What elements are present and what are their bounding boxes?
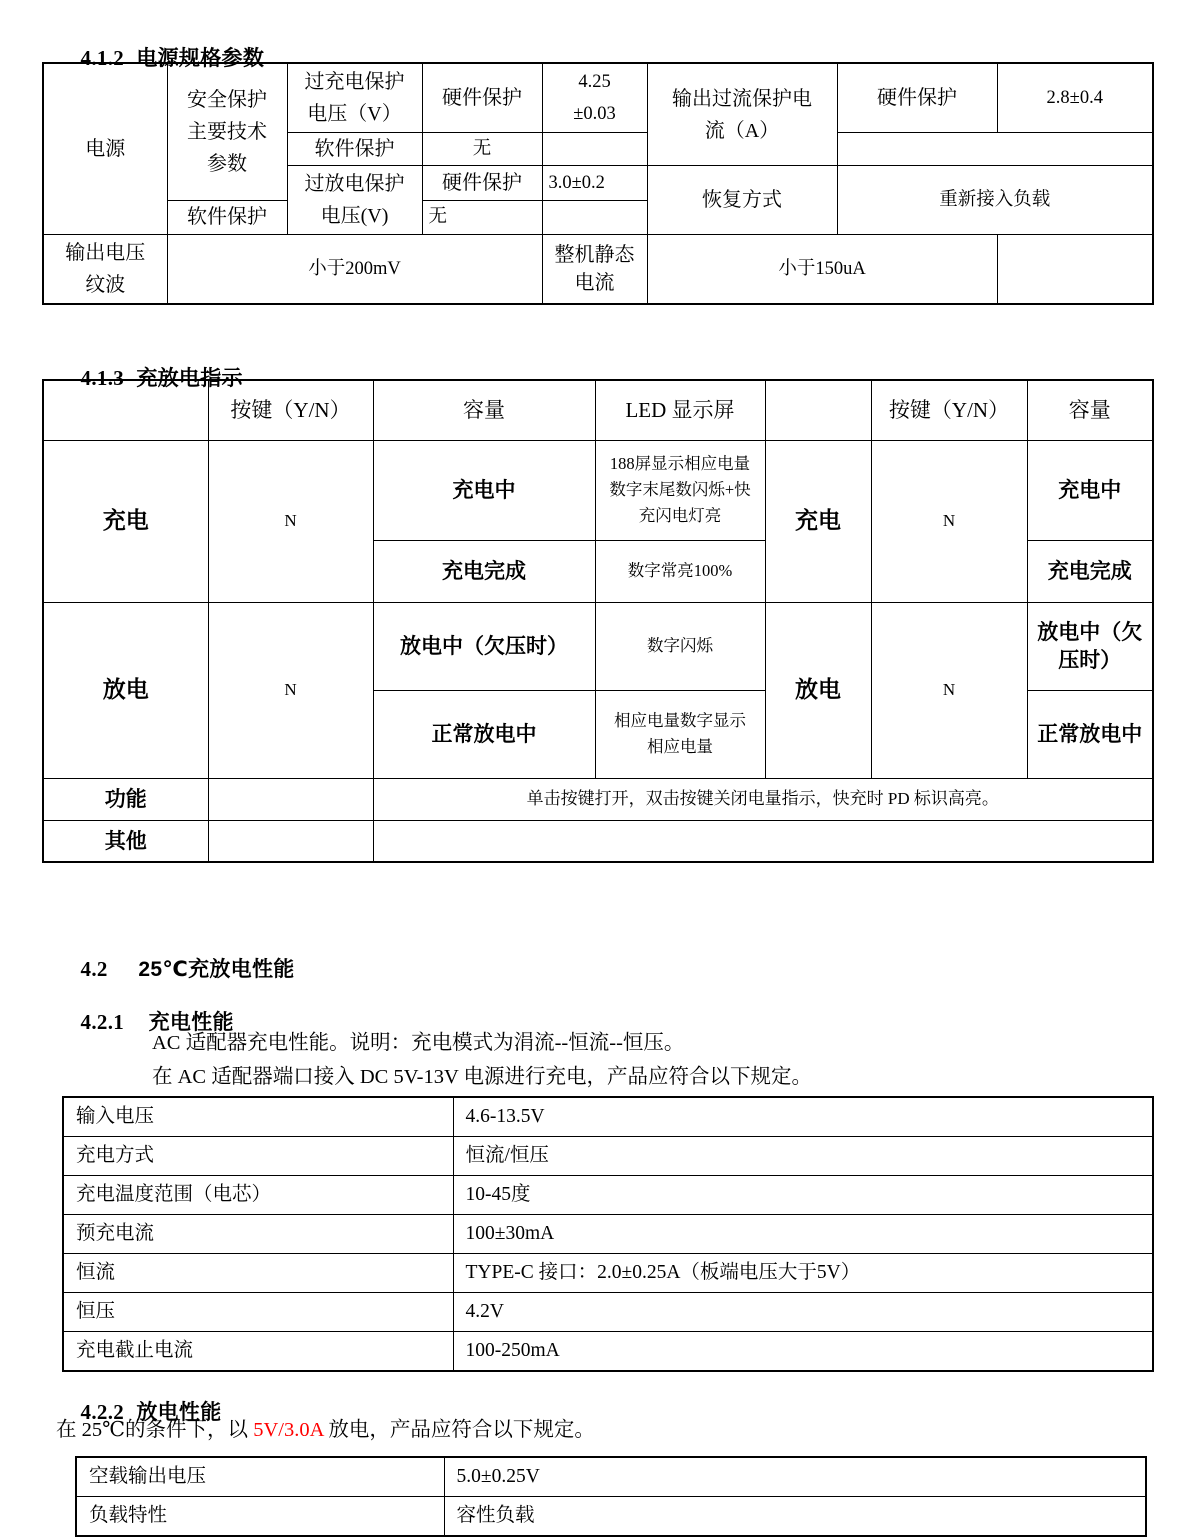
discharging-row-value: 容性负载 bbox=[444, 1497, 1146, 1537]
charging-row-label: 恒压 bbox=[63, 1293, 453, 1332]
overdischarge-hw-value: 3.0±0.2 bbox=[542, 166, 647, 201]
charging-row-label: 充电温度范围（电芯） bbox=[63, 1176, 453, 1215]
discharge-capacity-1: 放电中（欠压时） bbox=[373, 602, 595, 690]
table-row bbox=[43, 820, 1153, 862]
ocp-current-line-2: 流（A） bbox=[704, 119, 780, 142]
table-row bbox=[43, 440, 1153, 540]
recovery-label: 恢复方式 bbox=[647, 166, 837, 235]
charging-row-value: 100-250mA bbox=[453, 1332, 1153, 1372]
discharge-led-1: 数字闪烁 bbox=[595, 602, 765, 690]
header-blank-left bbox=[43, 380, 208, 440]
table-row bbox=[63, 1137, 1153, 1176]
power-spec-table bbox=[42, 62, 1154, 305]
heading-4-2-2-title: 放电性能 bbox=[136, 1401, 222, 1424]
charging-desc-2: 在 AC 适配器端口接入 DC 5V-13V 电源进行充电，产品应符合以下规定。 bbox=[152, 1066, 813, 1088]
discharging-performance-table bbox=[75, 1456, 1147, 1537]
overdischarge-sw-value: 无 bbox=[422, 200, 542, 235]
table-row bbox=[43, 235, 1153, 305]
table-row bbox=[76, 1457, 1146, 1497]
discharging-desc-post: 放电，产品应符合以下规定。 bbox=[323, 1419, 595, 1441]
table-row bbox=[63, 1254, 1153, 1293]
discharge-capacity-1-right-line-1: 放电中（欠 bbox=[1037, 620, 1143, 644]
discharging-table-body bbox=[76, 1457, 1146, 1536]
charging-row-label: 恒流 bbox=[63, 1254, 453, 1293]
table-row bbox=[63, 1215, 1153, 1254]
header-capacity-left: 容量 bbox=[373, 380, 595, 440]
discharge-label-left: 放电 bbox=[43, 602, 208, 778]
charging-row-label: 充电截止电流 bbox=[63, 1332, 453, 1372]
discharging-row-label: 负载特性 bbox=[76, 1497, 444, 1537]
ocp-hw-value: 2.8±0.4 bbox=[997, 63, 1153, 133]
safety-params-line-3: 参数 bbox=[207, 152, 247, 175]
discharging-desc-pre: 在 25℃的条件下，以 bbox=[56, 1419, 254, 1441]
header-key-right: 按键（Y/N） bbox=[871, 380, 1027, 440]
heading-4-2-1-number: 4.2.1 bbox=[80, 1010, 125, 1034]
discharge-capacity-2-right: 正常放电中 bbox=[1027, 690, 1153, 778]
charge-led-1-line-3: 充闪电灯亮 bbox=[638, 506, 722, 525]
charge-led-1-line-2: 数字末尾数闪烁+快 bbox=[609, 480, 751, 499]
discharge-key-left: N bbox=[208, 602, 373, 778]
discharge-label-right: 放电 bbox=[765, 602, 871, 778]
recovery-value: 重新接入负载 bbox=[837, 166, 1153, 235]
charge-key-left: N bbox=[208, 440, 373, 602]
heading-4-1-3-title: 充放电指示 bbox=[136, 367, 243, 390]
other-label: 其他 bbox=[43, 820, 208, 862]
charging-row-value: 10-45度 bbox=[453, 1176, 1153, 1215]
table-header-row bbox=[43, 380, 1153, 440]
discharge-led-2 bbox=[595, 690, 765, 778]
charge-capacity-2: 充电完成 bbox=[373, 540, 595, 602]
discharging-row-label: 空载输出电压 bbox=[76, 1457, 444, 1497]
charging-table-body bbox=[63, 1097, 1153, 1371]
overcharge-hw-value-line-1: 4.25 bbox=[578, 72, 611, 92]
ripple-label-line-1: 输出电压 bbox=[65, 242, 146, 264]
charge-label-left: 充电 bbox=[43, 440, 208, 602]
charge-led-2: 数字常亮100% bbox=[595, 540, 765, 602]
charging-row-label: 输入电压 bbox=[63, 1097, 453, 1137]
heading-4-2-2-number: 4.2.2 bbox=[80, 1400, 125, 1424]
header-blank-right bbox=[765, 380, 871, 440]
ocp-current-line-1: 输出过流保护电 bbox=[672, 87, 812, 110]
header-capacity-right: 容量 bbox=[1027, 380, 1153, 440]
overdischarge-voltage-line-1: 过放电保护 bbox=[304, 173, 405, 195]
charging-row-value: 100±30mA bbox=[453, 1215, 1153, 1254]
charging-performance-table bbox=[62, 1096, 1154, 1372]
discharging-desc-highlight: 5V/3.0A bbox=[253, 1419, 324, 1441]
power-row-label: 电源 bbox=[43, 63, 167, 235]
charging-row-label: 预充电流 bbox=[63, 1215, 453, 1254]
charge-discharge-indicator-table bbox=[42, 379, 1154, 863]
overcharge-voltage-line-2: 电压（V） bbox=[307, 103, 402, 125]
discharge-key-right: N bbox=[871, 602, 1027, 778]
heading-4-1-2-title: 电源规格参数 bbox=[136, 47, 265, 70]
ocp-hw-label: 硬件保护 bbox=[837, 63, 997, 133]
safety-params-label bbox=[167, 63, 287, 200]
ocp-sw-value: 无 bbox=[422, 133, 542, 166]
overcharge-voltage-label bbox=[287, 63, 422, 133]
charging-row-label: 充电方式 bbox=[63, 1137, 453, 1176]
charging-row-value: 4.2V bbox=[453, 1293, 1153, 1332]
table-row bbox=[43, 602, 1153, 690]
table-row bbox=[63, 1332, 1153, 1372]
charging-row-value: TYPE-C 接口：2.0±0.25A（板端电压大于5V） bbox=[453, 1254, 1153, 1293]
ripple-label-line-2: 纹波 bbox=[85, 274, 126, 296]
safety-params-line-2: 主要技术 bbox=[187, 120, 267, 143]
discharge-capacity-2: 正常放电中 bbox=[373, 690, 595, 778]
charge-label-right: 充电 bbox=[765, 440, 871, 602]
table-row bbox=[43, 63, 1153, 133]
discharging-desc bbox=[56, 1413, 595, 1447]
table-row bbox=[63, 1293, 1153, 1332]
ocp-current-label bbox=[647, 63, 837, 166]
header-key-left: 按键（Y/N） bbox=[208, 380, 373, 440]
discharge-led-2-line-1: 相应电量数字显示 bbox=[614, 711, 746, 730]
overdischarge-hw-label: 硬件保护 bbox=[422, 166, 542, 201]
function-value: 单击按键打开，双击按键关闭电量指示，快充时 PD 标识高亮。 bbox=[373, 778, 1153, 820]
other-value bbox=[373, 820, 1153, 862]
function-label: 功能 bbox=[43, 778, 208, 820]
charge-capacity-1-right: 充电中 bbox=[1027, 440, 1153, 540]
charging-row-value: 恒流/恒压 bbox=[453, 1137, 1153, 1176]
overcharge-hw-value bbox=[542, 63, 647, 133]
header-led-screen: LED 显示屏 bbox=[595, 380, 765, 440]
overcharge-hw-label: 硬件保护 bbox=[422, 63, 542, 133]
charge-led-1-line-1: 188屏显示相应电量 bbox=[609, 454, 751, 473]
charging-row-value: 4.6-13.5V bbox=[453, 1097, 1153, 1137]
ripple-label bbox=[43, 235, 167, 305]
table-row bbox=[63, 1176, 1153, 1215]
safety-params-line-1: 安全保护 bbox=[187, 88, 267, 111]
other-blank bbox=[208, 820, 373, 862]
discharge-capacity-1-right-line-2: 压时） bbox=[1058, 648, 1122, 672]
charge-capacity-1: 充电中 bbox=[373, 440, 595, 540]
table-row bbox=[43, 778, 1153, 820]
overcharge-voltage-line-1: 过充电保护 bbox=[304, 71, 405, 93]
overdischarge-voltage-label bbox=[287, 166, 422, 235]
charge-key-right: N bbox=[871, 440, 1027, 602]
heading-4-1-3-number: 4.1.3 bbox=[80, 366, 125, 390]
charge-led-1 bbox=[595, 440, 765, 540]
ripple-value: 小于200mV bbox=[167, 235, 542, 305]
discharge-led-2-line-2: 相应电量 bbox=[647, 737, 713, 756]
discharge-capacity-1-right bbox=[1027, 602, 1153, 690]
heading-4-2-1-title: 充电性能 bbox=[148, 1011, 234, 1034]
table-row bbox=[76, 1497, 1146, 1537]
overdischarge-sw-label: 软件保护 bbox=[167, 200, 287, 235]
ocp-sw-label: 软件保护 bbox=[287, 133, 422, 166]
function-blank bbox=[208, 778, 373, 820]
heading-4-2-title: 25℃充放电性能 bbox=[138, 958, 295, 981]
charge-capacity-2-right: 充电完成 bbox=[1027, 540, 1153, 602]
quiescent-label: 整机静态电流 bbox=[542, 235, 647, 305]
overcharge-hw-value-line-2: ±0.03 bbox=[573, 104, 616, 124]
heading-4-2-number: 4.2 bbox=[80, 957, 108, 981]
overdischarge-voltage-line-2: 电压(V) bbox=[320, 205, 389, 227]
table-row bbox=[63, 1097, 1153, 1137]
charging-desc-1: AC 适配器充电性能。说明：充电模式为涓流--恒流--恒压。 bbox=[152, 1032, 685, 1054]
discharging-row-value: 5.0±0.25V bbox=[444, 1457, 1146, 1497]
quiescent-value: 小于150uA bbox=[647, 235, 997, 305]
heading-4-1-2-number: 4.1.2 bbox=[80, 46, 125, 70]
